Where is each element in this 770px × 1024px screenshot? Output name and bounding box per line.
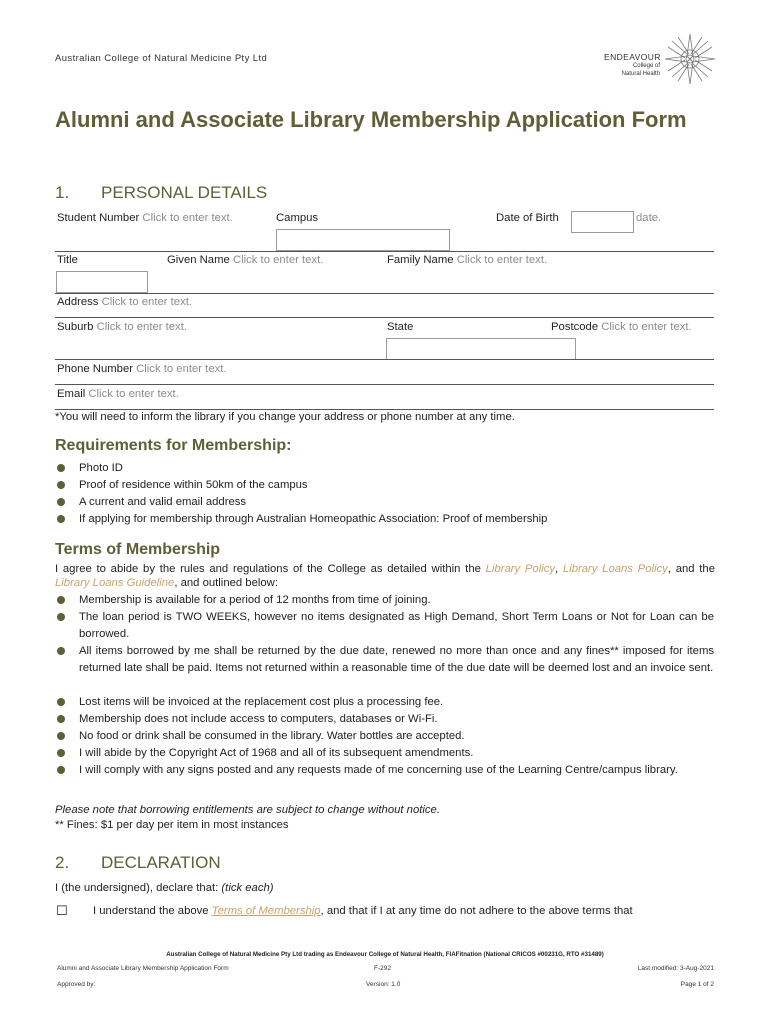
terms-intro-end: , and outlined below: bbox=[174, 576, 278, 589]
bullet-icon bbox=[57, 596, 65, 604]
declaration-item-text: I understand the above bbox=[93, 905, 212, 917]
divider bbox=[55, 293, 714, 294]
suburb-label: Suburb bbox=[57, 321, 94, 333]
phone-label: Phone Number bbox=[57, 363, 133, 375]
declaration-item-text-end: , and that if I at any time do not adhere to the above terms that bbox=[320, 905, 633, 917]
suburb-field[interactable] bbox=[57, 321, 187, 333]
phone-field[interactable] bbox=[57, 363, 227, 375]
terms-item: I will abide by the Copyright Act of 1968 and all of its subsequent amendments. bbox=[79, 747, 474, 759]
footer-version: Version: 1.0 bbox=[366, 981, 401, 988]
college-name: Australian College of Natural Medicine Pty Ltd bbox=[55, 53, 268, 64]
footer-page-number: Page 1 of 2 bbox=[680, 981, 714, 988]
requirements-heading: Requirements for Membership: bbox=[55, 437, 292, 454]
divider bbox=[55, 409, 714, 410]
dob-input[interactable] bbox=[571, 211, 634, 233]
student-number-placeholder[interactable]: Click to enter text. bbox=[142, 212, 233, 224]
page-title: Alumni and Associate Library Membership Application Form bbox=[55, 107, 687, 132]
footer-company-line: Australian College of Natural Medicine Pty Ltd trading as Endeavour College of Natural Health, FIAFitnation (National CRICOS #00231G, RTO #31489) bbox=[166, 951, 604, 958]
section-declaration-heading bbox=[55, 853, 221, 873]
divider bbox=[55, 384, 714, 385]
terms-item: Lost items will be invoiced at the replacement cost plus a processing fee. bbox=[79, 696, 444, 708]
footer-form-code: F-292 bbox=[374, 965, 391, 972]
given-name-label: Given Name bbox=[167, 254, 230, 266]
family-name-field[interactable] bbox=[387, 254, 547, 266]
terms-intro bbox=[55, 563, 715, 590]
and-the-text: , and the bbox=[667, 563, 715, 575]
logo-subtitle-2: Natural Health bbox=[621, 71, 660, 77]
footer-approved-by: Approved by: bbox=[57, 981, 96, 988]
library-loans-policy-link[interactable]: Library Loans Policy bbox=[562, 563, 668, 575]
requirement-item: Proof of residence within 50km of the campus bbox=[79, 479, 308, 491]
suburb-placeholder[interactable]: Click to enter text. bbox=[96, 321, 187, 333]
title-label: Title bbox=[57, 254, 78, 266]
campus-select[interactable] bbox=[276, 229, 450, 251]
postcode-placeholder[interactable]: Click to enter text. bbox=[601, 321, 692, 333]
section-title: PERSONAL DETAILS bbox=[101, 183, 268, 202]
bullet-icon bbox=[57, 766, 65, 774]
bullet-icon bbox=[57, 481, 65, 489]
tick-each-text: (tick each) bbox=[221, 882, 274, 894]
student-number-label: Student Number bbox=[57, 212, 140, 224]
declaration-intro bbox=[55, 882, 274, 894]
fines-note: ** Fines: $1 per day per item in most instances bbox=[55, 819, 289, 831]
bullet-icon bbox=[57, 698, 65, 706]
terms-item: Membership is available for a period of 12 months from time of joining. bbox=[79, 594, 431, 606]
logo-subtitle-1: College of bbox=[632, 63, 660, 69]
campus-label: Campus bbox=[276, 212, 319, 224]
email-placeholder[interactable]: Click to enter text. bbox=[88, 388, 179, 400]
phone-placeholder[interactable]: Click to enter text. bbox=[136, 363, 227, 375]
section-number: 1. bbox=[55, 183, 70, 202]
terms-item: I will comply with any signs posted and any requests made of me concerning use of the Learning Centre/campus library. bbox=[79, 764, 678, 776]
divider bbox=[55, 317, 714, 318]
terms-item: The loan period is TWO WEEKS, however no items designated as High Demand, Short Term Loans or Not for Loan can be borrowed. bbox=[79, 611, 714, 640]
declaration-item bbox=[93, 905, 633, 917]
email-label: Email bbox=[57, 388, 86, 400]
dob-placeholder[interactable]: date. bbox=[636, 212, 662, 224]
footer-form-name: Alumni and Associate Library Membership Application Form bbox=[57, 965, 229, 972]
bullet-icon bbox=[57, 749, 65, 757]
library-policy-link[interactable]: Library Policy bbox=[485, 563, 556, 575]
postcode-field[interactable] bbox=[551, 321, 692, 333]
bullet-icon bbox=[57, 715, 65, 723]
bullet-icon bbox=[57, 498, 65, 506]
declaration-checkbox[interactable]: ☐ bbox=[56, 904, 68, 919]
divider bbox=[55, 359, 714, 360]
bullet-icon bbox=[57, 515, 65, 523]
terms-intro-text: I agree to abide by the rules and regulations of the College as detailed within the bbox=[55, 563, 486, 575]
address-change-note: *You will need to inform the library if you change your address or phone number at any time. bbox=[55, 411, 515, 423]
address-label: Address bbox=[57, 296, 99, 308]
logo-text bbox=[604, 52, 660, 78]
given-name-field[interactable] bbox=[167, 254, 323, 266]
email-field[interactable] bbox=[57, 388, 179, 400]
state-select[interactable] bbox=[386, 338, 576, 360]
terms-item: No food or drink shall be consumed in the library. Water bottles are accepted. bbox=[79, 730, 465, 742]
title-select[interactable] bbox=[56, 271, 148, 293]
family-name-placeholder[interactable]: Click to enter text. bbox=[456, 254, 548, 266]
bullet-icon bbox=[57, 464, 65, 472]
compass-logo-icon bbox=[664, 33, 716, 85]
student-number-field[interactable] bbox=[57, 212, 233, 224]
dob-label: Date of Birth bbox=[496, 212, 559, 224]
borrowing-note: Please note that borrowing entitlements are subject to change without notice. bbox=[55, 804, 440, 816]
comma: , bbox=[555, 563, 563, 575]
declaration-intro-text: I (the undersigned), declare that: bbox=[55, 882, 222, 894]
terms-item: Membership does not include access to computers, databases or Wi-Fi. bbox=[79, 713, 438, 725]
terms-heading: Terms of Membership bbox=[55, 541, 221, 558]
requirement-item: A current and valid email address bbox=[79, 496, 247, 508]
library-loans-guideline-link[interactable]: Library Loans Guideline bbox=[55, 576, 175, 589]
bullet-icon bbox=[57, 732, 65, 740]
section-personal-details-heading bbox=[55, 183, 267, 203]
postcode-label: Postcode bbox=[551, 321, 599, 333]
requirement-item: Photo ID bbox=[79, 462, 123, 474]
bullet-icon bbox=[57, 613, 65, 621]
given-name-placeholder[interactable]: Click to enter text. bbox=[232, 254, 324, 266]
section-number: 2. bbox=[55, 853, 70, 872]
terms-item: All items borrowed by me shall be returned by the due date, renewed no more than once and any fines** imposed for items returned late shall be paid. Items not returned within a reasonable time of the due date will be deemed lost and an invoice sent. bbox=[79, 645, 714, 674]
address-placeholder[interactable]: Click to enter text. bbox=[101, 296, 193, 308]
terms-of-membership-link[interactable]: Terms of Membership bbox=[211, 905, 321, 917]
address-field[interactable] bbox=[57, 296, 192, 308]
requirement-item: If applying for membership through Australian Homeopathic Association: Proof of membership bbox=[79, 513, 548, 525]
state-label: State bbox=[387, 321, 414, 333]
logo-title: ENDEAVOUR bbox=[604, 52, 661, 62]
section-title: DECLARATION bbox=[101, 853, 221, 872]
bullet-icon bbox=[57, 647, 65, 655]
divider bbox=[55, 251, 714, 252]
footer-last-modified: Last modified: 3-Aug-2021 bbox=[637, 965, 714, 972]
family-name-label: Family Name bbox=[387, 254, 454, 266]
